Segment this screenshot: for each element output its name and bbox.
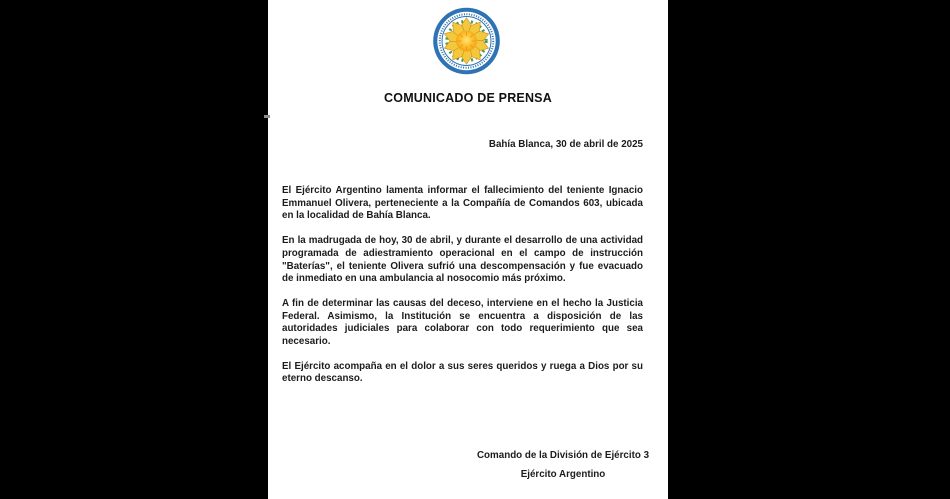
signature-block bbox=[448, 450, 678, 488]
document-title: COMUNICADO DE PRENSA bbox=[384, 91, 552, 105]
signature-command: Comando de la División de Ejército 3 bbox=[476, 450, 650, 461]
paragraph-announcement: El Ejército Argentino lamenta informar el fallecimiento del teniente Ignacio Emmanuel Olivera, perteneciente a la Compañía de Comandos 603, ubicada en la localidad de Bahía Blanca. bbox=[282, 185, 643, 222]
army-crest-logo bbox=[430, 4, 503, 78]
dateline: Bahía Blanca, 30 de abril de 2025 bbox=[488, 139, 643, 150]
paragraph-justice: A fin de determinar las causas del deceso, interviene en el hecho la Justicia Federal. Asimismo, la Institución se encuentra a disposición de las autoridades judiciales para colaborar con todo requerimiento que sea necesario. bbox=[282, 297, 643, 348]
paragraph-incident: En la madrugada de hoy, 30 de abril, y durante el desarrollo de una actividad programada de adiestramiento operacional en el campo de instrucción "Baterías", el teniente Olivera sufrió una descompensación y fue evacuado de inmediato en una ambulancia al nosocomio más próximo. bbox=[282, 235, 643, 285]
signature-army: Ejército Argentino bbox=[520, 469, 606, 480]
press-release-document bbox=[268, 0, 668, 499]
paragraph-condolence: El Ejército acompaña en el dolor a sus seres queridos y ruega a Dios por su eterno descanso. bbox=[282, 360, 643, 385]
document-body bbox=[282, 185, 643, 398]
scan-artifact bbox=[264, 115, 270, 118]
